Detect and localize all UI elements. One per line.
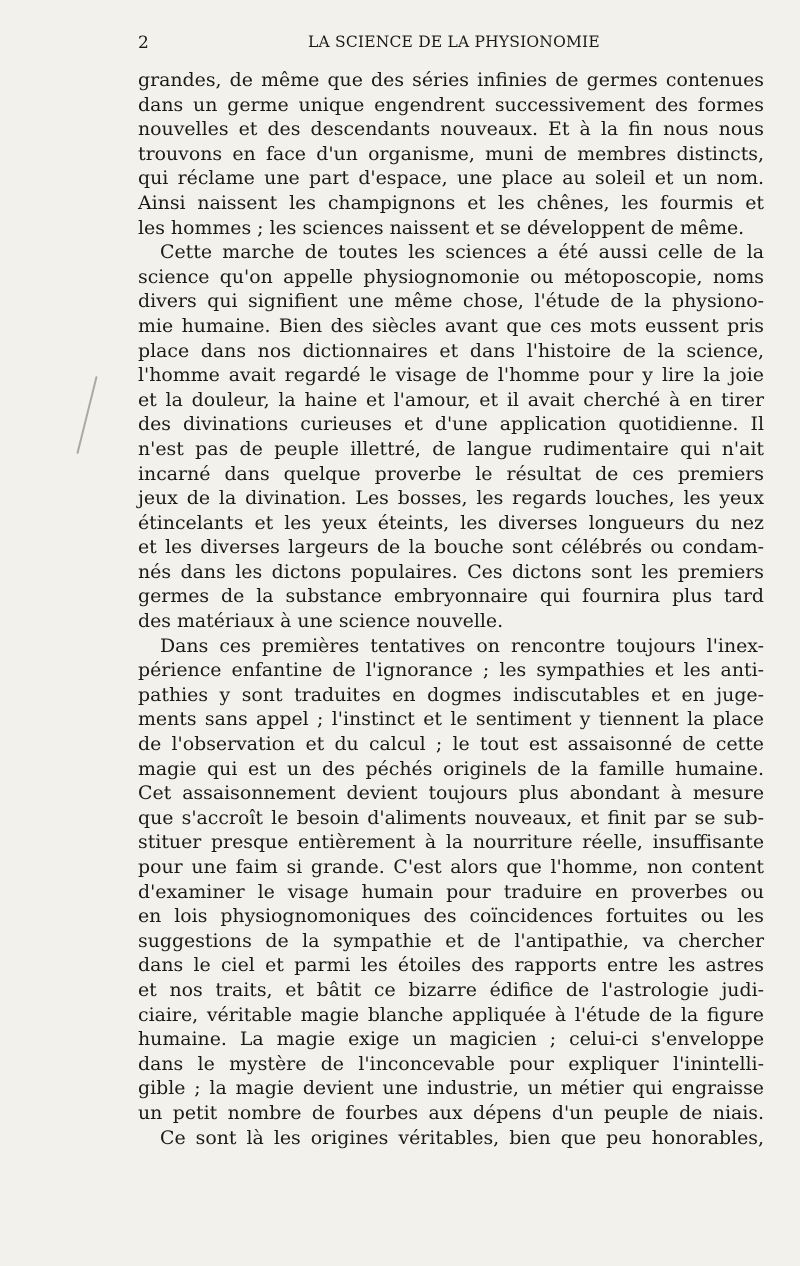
text-line: des matériaux à une science nouvelle. [138,610,504,633]
text-line: étincelants et les yeux éteints, les diverses longueurs du nez [138,511,764,534]
text-line: place dans nos dictionnaires et dans l'histoire de la science, [138,339,764,362]
text-line: Ainsi naissent les champignons et les chênes, les fourmis et [138,191,764,214]
running-header [138,33,766,55]
paragraph-start-line: Ce sont là les origines véritables, bien que peu honorables, [160,1126,764,1149]
text-line: les hommes ; les sciences naissent et se développent de même. [138,216,745,239]
text-line: dans le ciel et parmi les étoiles des rapports entre les astres [138,954,764,977]
text-line: d'examiner le visage humain pour traduire en proverbes ou [138,880,764,903]
margin-pencil-mark [76,376,97,454]
text-line: de l'observation et du calcul ; le tout est assaisonné de cette [138,733,764,756]
text-line: ments sans appel ; l'instinct et le sentiment y tiennent la place [138,708,764,731]
text-line: jeux de la divination. Les bosses, les regards louches, les yeux [138,487,764,510]
text-line: et nos traits, et bâtit ce bizarre édifice de l'astrologie judi- [138,978,764,1001]
paragraph-start-line: Dans ces premières tentatives on rencontre toujours l'inex- [160,634,764,657]
text-line: en lois physiognomoniques des coïncidences fortuites ou les [138,905,764,928]
text-line: et la douleur, la haine et l'amour, et il avait cherché à en tirer [138,388,764,411]
text-line: mie humaine. Bien des siècles avant que ces mots eussent pris [138,314,764,337]
text-line: un petit nombre de fourbes aux dépens d'un peuple de niais. [138,1101,764,1124]
text-line: gible ; la magie devient une industrie, un métier qui engraisse [138,1077,764,1100]
text-line: humaine. La magie exige un magicien ; celui-ci s'enveloppe [138,1028,764,1051]
text-line: nouvelles et des descendants nouveaux. Et à la fin nous nous [138,118,764,141]
text-line: que s'accroît le besoin d'aliments nouveaux, et finit par se sub- [138,806,764,829]
text-line: Cet assaisonnement devient toujours plus abondant à mesure [138,782,764,805]
body-text [138,68,764,1150]
paragraph-start-line: Cette marche de toutes les sciences a été aussi celle de la [160,241,764,264]
text-line: incarné dans quelque proverbe le résultat de ces premiers [138,462,764,485]
text-line: stituer presque entièrement à la nourriture réelle, insuffisante [138,831,764,854]
text-line: divers qui signifient une même chose, l'étude de la physiono- [138,290,764,313]
text-line: n'est pas de peuple illettré, de langue rudimentaire qui n'ait [138,437,764,460]
text-line: dans un germe unique engendrent successivement des formes [138,93,764,116]
text-line: et les diverses largeurs de la bouche sont célébrés ou condam- [138,536,764,559]
text-line: ciaire, véritable magie blanche appliquée à l'étude de la figure [138,1003,764,1026]
text-line: grandes, de même que des séries infinies de germes contenues [138,69,764,91]
text-line: suggestions de la sympathie et de l'antipathie, va chercher [138,929,764,952]
text-line: pour une faim si grande. C'est alors que l'homme, non content [138,856,764,878]
text-line: pathies y sont traduites en dogmes indiscutables et en juge- [138,683,764,706]
text-line: périence enfantine de l'ignorance ; les sympathies et les anti- [138,659,764,682]
page-number: 2 [138,33,149,53]
text-line: magie qui est un des péchés originels de la famille humaine. [138,757,764,780]
text-line: science qu'on appelle physiognomonie ou métoposcopie, noms [138,265,764,288]
text-line: nés dans les dictons populaires. Ces dictons sont les premiers [138,560,764,583]
text-line: des divinations curieuses et d'une application quotidienne. Il [138,413,764,436]
text-line: qui réclame une part d'espace, une place au soleil et un nom. [138,167,764,190]
text-line: dans le mystère de l'inconcevable pour expliquer l'inintelli- [138,1052,764,1075]
running-title: LA SCIENCE DE LA PHYSIONOMIE [308,33,600,51]
text-line: l'homme avait regardé le visage de l'homme pour y lire la joie [138,364,764,387]
text-line: germes de la substance embryonnaire qui fournira plus tard [138,585,764,608]
text-line: trouvons en face d'un organisme, muni de membres distincts, [138,142,764,165]
